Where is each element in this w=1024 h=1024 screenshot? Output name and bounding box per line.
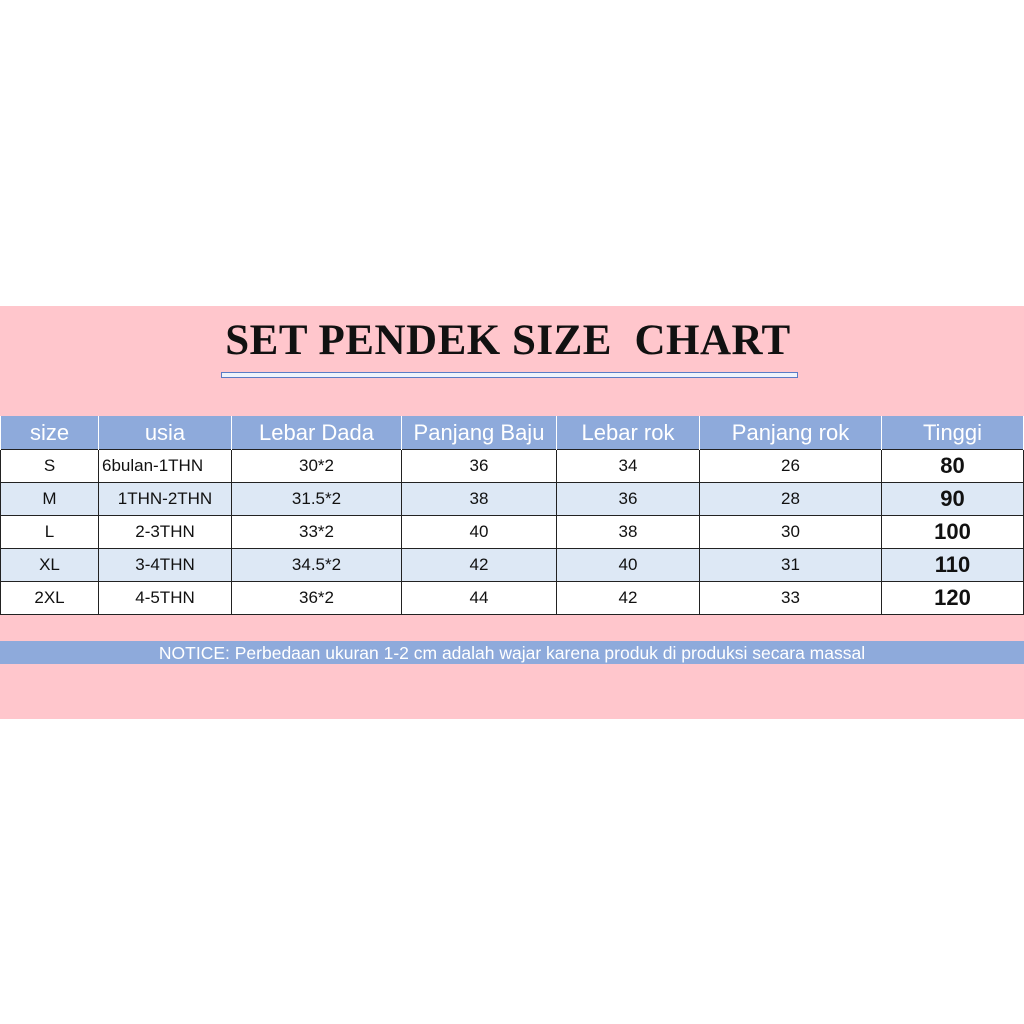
chart-title: SET PENDEK SIZE CHART [225,317,791,364]
table-cell: 3-4THN [99,549,232,582]
table-cell: 2XL [1,582,99,615]
table-row [1,483,1024,516]
table-row [1,516,1024,549]
size-table [0,416,1024,615]
header-panjang-baju: Panjang Baju [402,416,557,450]
table-cell: 4-5THN [99,582,232,615]
table-cell: 80 [882,450,1024,483]
header-panjang-rok: Panjang rok [700,416,882,450]
notice-text: NOTICE: Perbedaan ukuran 1-2 cm adalah wajar karena produk di produksi secara massal [158,643,866,663]
table-cell: 42 [402,549,557,582]
table-cell: 110 [882,549,1024,582]
table-cell: XL [1,549,99,582]
table-cell: 33*2 [232,516,402,549]
table-cell: L [1,516,99,549]
table-cell: 26 [700,450,882,483]
table-cell: 36 [557,483,700,516]
table-cell: 30 [700,516,882,549]
header-tinggi: Tinggi [882,416,1024,450]
header-lebar-dada: Lebar Dada [232,416,402,450]
table-row [1,582,1024,615]
table-header-row [1,416,1024,450]
table-cell: M [1,483,99,516]
table-cell: 28 [700,483,882,516]
table-cell: 40 [557,549,700,582]
table-cell: 36 [402,450,557,483]
table-cell: 42 [557,582,700,615]
header-usia: usia [99,416,232,450]
header-size: size [1,416,99,450]
table-cell: 120 [882,582,1024,615]
table-cell: 100 [882,516,1024,549]
title-underline [221,372,798,378]
table-cell: 31.5*2 [232,483,402,516]
table-row [1,549,1024,582]
table-cell: 40 [402,516,557,549]
table-cell: 90 [882,483,1024,516]
header-lebar-rok: Lebar rok [557,416,700,450]
table-cell: 33 [700,582,882,615]
table-cell: 44 [402,582,557,615]
table-cell: 34.5*2 [232,549,402,582]
table-cell: 30*2 [232,450,402,483]
table-cell: 38 [557,516,700,549]
table-cell: 2-3THN [99,516,232,549]
table-cell: 34 [557,450,700,483]
table-cell: 6bulan-1THN [99,450,232,483]
table-cell: 1THN-2THN [99,483,232,516]
table-row [1,450,1024,483]
table-cell: 36*2 [232,582,402,615]
table-cell: 31 [700,549,882,582]
table-cell: 38 [402,483,557,516]
table-cell: S [1,450,99,483]
